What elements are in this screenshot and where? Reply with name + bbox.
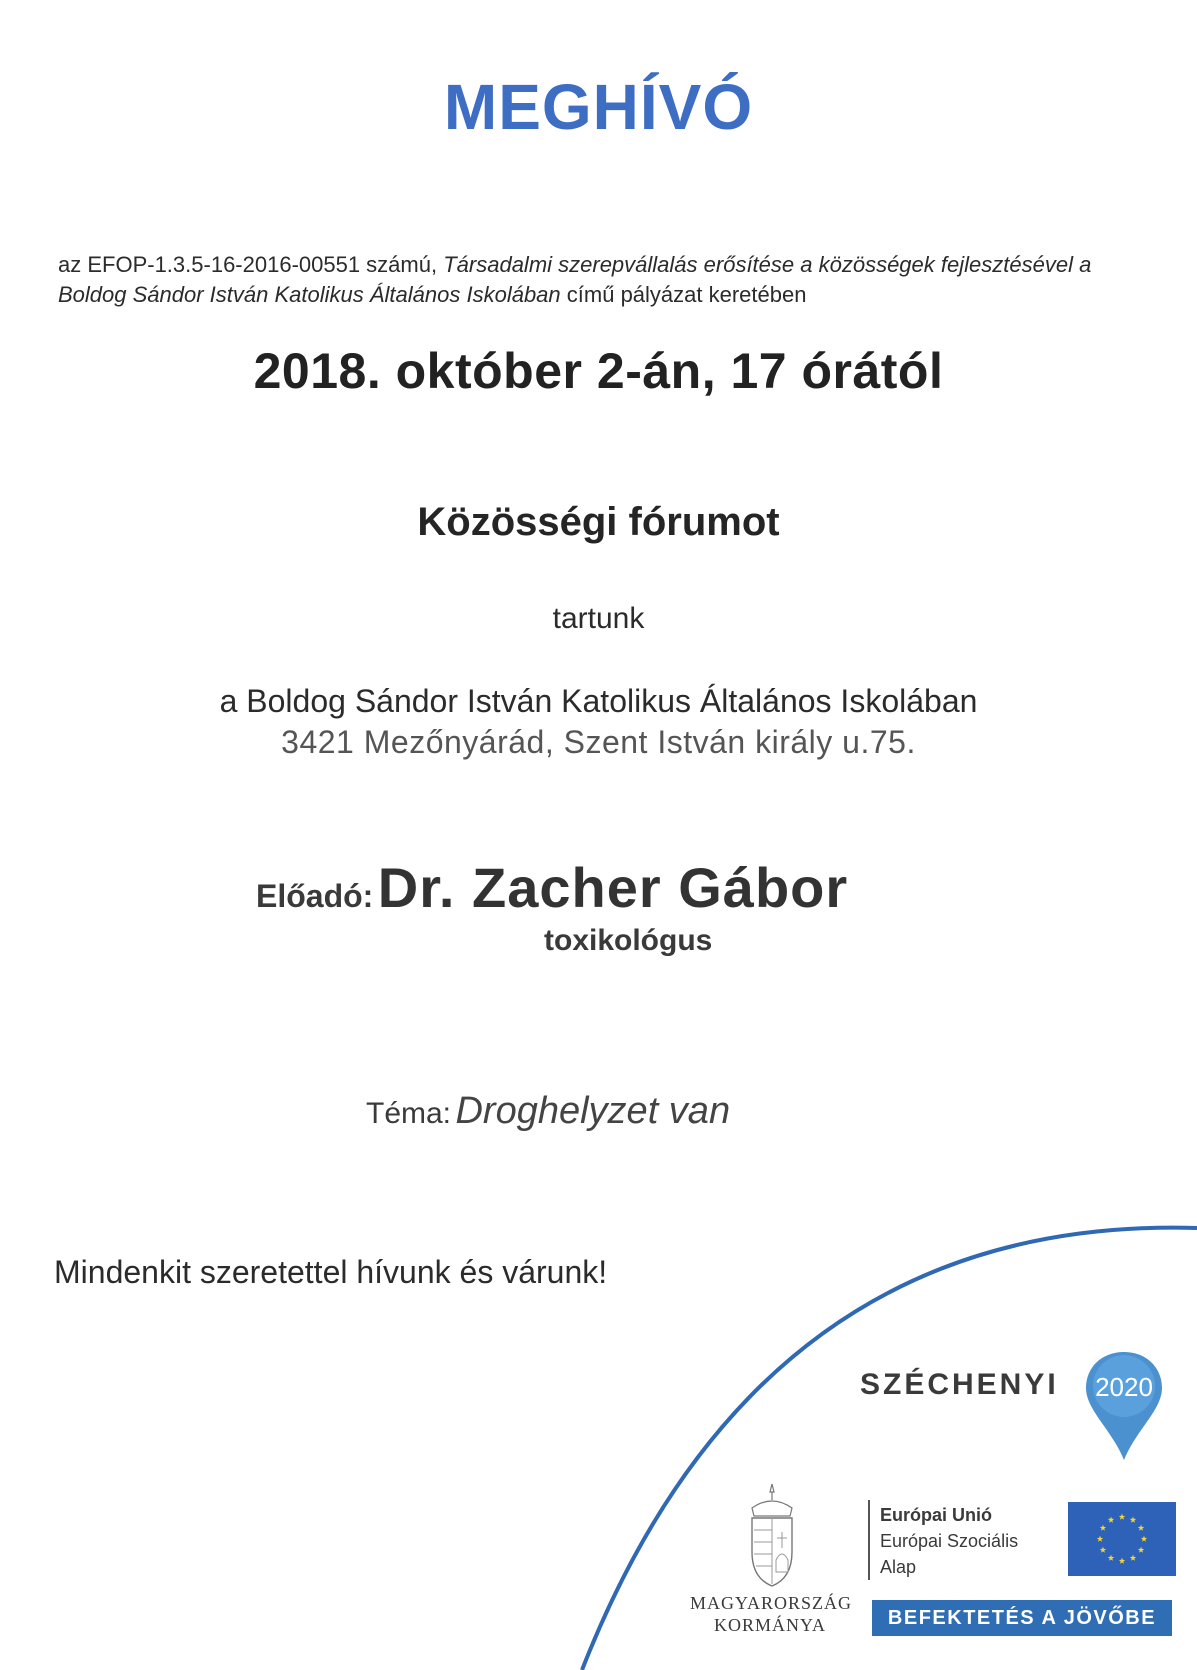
eu-line-1: Európai Unió [880, 1505, 992, 1525]
venue-name: a Boldog Sándor István Katolikus Általános Iskolában [219, 683, 978, 719]
hungarian-coat-of-arms-icon [742, 1482, 802, 1592]
eu-fund-label [880, 1502, 1018, 1580]
event-name: Közösségi fórumot [417, 500, 780, 544]
eu-flag-icon [1068, 1502, 1176, 1576]
intro-prefix: az EFOP-1.3.5-16-2016-00551 számú, [58, 252, 438, 277]
intro-suffix: című pályázat keretében [566, 282, 807, 307]
presenter-name: Dr. Zacher Gábor [377, 856, 849, 919]
szechenyi-year: 2020 [1095, 1372, 1153, 1402]
closing-message: Mindenkit szeretettel hívunk és várunk! [54, 1254, 608, 1290]
project-title: Társadalmi szerepvállalás erősítése a közösségek fejlesztésével a Boldog Sándor István Katolikus Általános Iskolában [58, 252, 1092, 307]
government-line-1: MAGYARORSZÁG [690, 1593, 853, 1613]
presenter-profession: toxikológus [544, 924, 713, 957]
government-line-2: KORMÁNYA [713, 1615, 826, 1635]
eu-line-3: Alap [880, 1557, 917, 1577]
government-label [690, 1592, 853, 1636]
invitation-title: MEGHÍVÓ [443, 71, 754, 143]
szechenyi-logo-text: SZÉCHENYI [860, 1368, 1059, 1401]
eu-line-2: Európai Szociális [880, 1531, 1019, 1551]
investment-banner: BEFEKTETÉS A JÖVŐBE [872, 1600, 1172, 1636]
eu-divider [868, 1500, 872, 1580]
szechenyi-2020-pin-icon [1082, 1348, 1166, 1464]
topic-label: Téma: [366, 1097, 452, 1130]
venue-address: 3421 Mezőnyárád, Szent István király u.75. [281, 724, 916, 760]
event-verb: tartunk [552, 602, 645, 635]
presenter-label: Előadó: [256, 878, 374, 914]
event-date: 2018. október 2-án, 17 órától [253, 343, 944, 399]
topic-value: Droghelyzet van [455, 1090, 731, 1132]
